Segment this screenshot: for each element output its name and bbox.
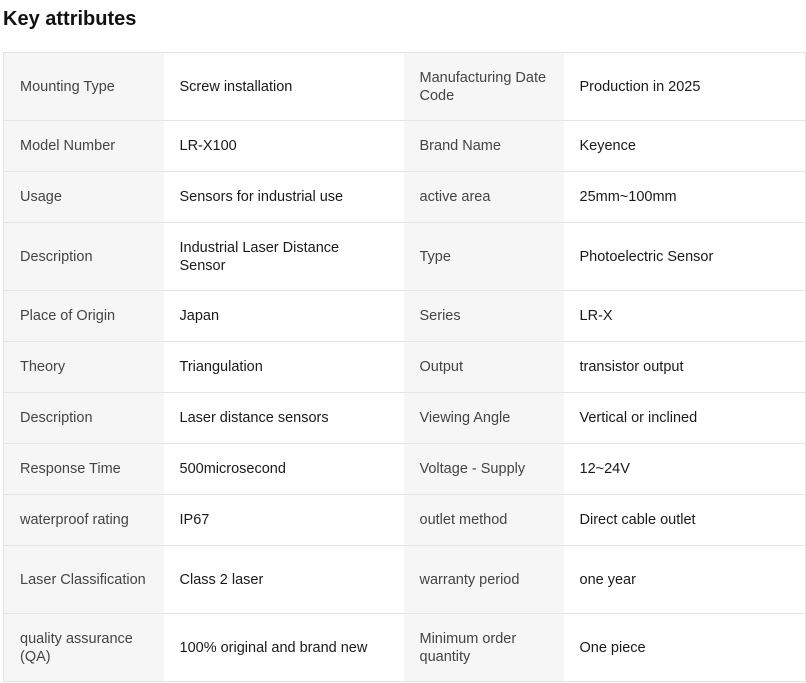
- attribute-name: outlet method: [404, 495, 564, 546]
- attribute-name: Place of Origin: [4, 291, 164, 342]
- attribute-name: waterproof rating: [4, 495, 164, 546]
- table-row: [4, 614, 806, 682]
- attribute-name: Viewing Angle: [404, 393, 564, 444]
- table-row: [4, 291, 806, 342]
- attribute-value: Keyence: [564, 121, 806, 172]
- attribute-name: Type: [404, 223, 564, 291]
- attribute-value: Screw installation: [164, 53, 404, 121]
- attribute-name: Manufacturing Date Code: [404, 53, 564, 121]
- attribute-value: 25mm~100mm: [564, 172, 806, 223]
- attribute-value: transistor output: [564, 342, 806, 393]
- section-title: Key attributes: [3, 8, 137, 30]
- attribute-value: Class 2 laser: [164, 546, 404, 614]
- table-row: [4, 223, 806, 291]
- attribute-value: IP67: [164, 495, 404, 546]
- attribute-name: Usage: [4, 172, 164, 223]
- attribute-name: Description: [4, 223, 164, 291]
- attribute-name: Laser Classification: [4, 546, 164, 614]
- attribute-value: Production in 2025: [564, 53, 806, 121]
- attribute-value: LR-X100: [164, 121, 404, 172]
- attribute-value: Laser distance sensors: [164, 393, 404, 444]
- attribute-name: Response Time: [4, 444, 164, 495]
- attribute-name: Voltage - Supply: [404, 444, 564, 495]
- table-row: [4, 121, 806, 172]
- attribute-name: Series: [404, 291, 564, 342]
- attribute-value: one year: [564, 546, 806, 614]
- attribute-value: LR-X: [564, 291, 806, 342]
- attribute-value: Vertical or inclined: [564, 393, 806, 444]
- table-row: [4, 393, 806, 444]
- attribute-value: 12~24V: [564, 444, 806, 495]
- table-row: [4, 546, 806, 614]
- table-row: [4, 172, 806, 223]
- key-attributes-table: [3, 52, 806, 682]
- attribute-name: Description: [4, 393, 164, 444]
- attribute-value: Japan: [164, 291, 404, 342]
- table-row: [4, 495, 806, 546]
- table-row: [4, 342, 806, 393]
- attribute-value: Triangulation: [164, 342, 404, 393]
- attribute-value: One piece: [564, 614, 806, 682]
- attribute-name: Output: [404, 342, 564, 393]
- attribute-name: warranty period: [404, 546, 564, 614]
- attribute-name: Model Number: [4, 121, 164, 172]
- attribute-value: Photoelectric Sensor: [564, 223, 806, 291]
- table-row: [4, 444, 806, 495]
- attribute-name: quality assurance (QA): [4, 614, 164, 682]
- attribute-name: Mounting Type: [4, 53, 164, 121]
- attribute-name: Minimum order quantity: [404, 614, 564, 682]
- attribute-name: active area: [404, 172, 564, 223]
- table-row: [4, 53, 806, 121]
- attribute-value: 100% original and brand new: [164, 614, 404, 682]
- attribute-value: Direct cable outlet: [564, 495, 806, 546]
- attribute-name: Brand Name: [404, 121, 564, 172]
- attribute-value: Sensors for industrial use: [164, 172, 404, 223]
- attribute-value: Industrial Laser Distance Sensor: [164, 223, 404, 291]
- attribute-name: Theory: [4, 342, 164, 393]
- attribute-value: 500microsecond: [164, 444, 404, 495]
